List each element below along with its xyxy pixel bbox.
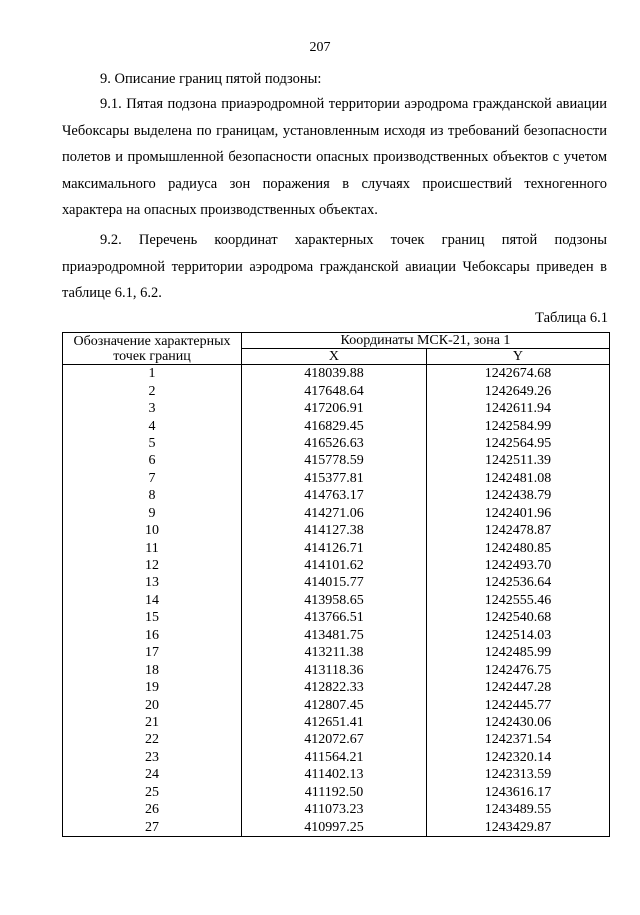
coord-y: 1242438.79 [426,487,609,504]
coord-y: 1242478.87 [426,522,609,539]
table-row [63,400,610,417]
coord-x: 418039.88 [241,365,426,383]
coord-x: 412072.67 [241,731,426,748]
point-number: 3 [63,400,242,417]
point-number: 1 [63,365,242,383]
table-row [63,644,610,661]
coord-y: 1242555.46 [426,592,609,609]
table-row [63,382,610,399]
table-row [63,609,610,626]
coord-x: 416526.63 [241,435,426,452]
coord-x: 414101.62 [241,557,426,574]
point-number: 25 [63,784,242,801]
point-number: 17 [63,644,242,661]
coord-x: 414126.71 [241,539,426,556]
coord-x: 414127.38 [241,522,426,539]
coord-x: 414015.77 [241,574,426,591]
paragraph-9-1 [62,91,607,224]
point-number: 9 [63,505,242,522]
table-row [63,435,610,452]
table-row [63,627,610,644]
table-row [63,452,610,469]
point-number: 8 [63,487,242,504]
coord-y: 1242401.96 [426,505,609,522]
table-row [63,679,610,696]
coord-y: 1242584.99 [426,417,609,434]
page-number: 207 [309,40,331,55]
coord-y: 1242649.26 [426,382,609,399]
coord-x: 411402.13 [241,766,426,783]
coord-y: 1243429.87 [426,818,609,836]
table-row [63,574,610,591]
table-row [63,661,610,678]
point-number: 2 [63,382,242,399]
coord-x: 412822.33 [241,679,426,696]
coord-x: 417206.91 [241,400,426,417]
table-row [63,784,610,801]
coord-x: 412807.45 [241,696,426,713]
coord-y: 1242536.64 [426,574,609,591]
coord-x: 413766.51 [241,609,426,626]
coord-y: 1242674.68 [426,365,609,383]
coord-y: 1242540.68 [426,609,609,626]
table-row [63,801,610,818]
table-row [63,522,610,539]
coord-y: 1243616.17 [426,784,609,801]
coord-y: 1242476.75 [426,661,609,678]
coord-x: 411564.21 [241,749,426,766]
table-row [63,417,610,434]
section-title: 9. Описание границ пятой подзоны: [100,71,322,87]
coord-x: 413118.36 [241,661,426,678]
coord-y: 1242447.28 [426,679,609,696]
coord-y: 1242320.14 [426,749,609,766]
coord-x: 410997.25 [241,818,426,836]
table-label: Таблица 6.1 [535,310,608,326]
paragraph-9-2 [62,227,607,307]
coord-x: 415778.59 [241,452,426,469]
coord-x: 413211.38 [241,644,426,661]
point-number: 26 [63,801,242,818]
coord-x: 417648.64 [241,382,426,399]
header-x: X [241,349,426,365]
coord-x: 414271.06 [241,505,426,522]
table-body [63,365,610,837]
coord-x: 413958.65 [241,592,426,609]
coord-y: 1242514.03 [426,627,609,644]
table-row [63,731,610,748]
coord-y: 1242493.70 [426,557,609,574]
point-number: 13 [63,574,242,591]
coord-y: 1242485.99 [426,644,609,661]
coord-y: 1242511.39 [426,452,609,469]
table-row [63,749,610,766]
table-row [63,696,610,713]
coord-y: 1242481.08 [426,470,609,487]
coord-y: 1242611.94 [426,400,609,417]
table-row [63,470,610,487]
point-number: 7 [63,470,242,487]
coord-x: 416829.45 [241,417,426,434]
header-coordinates: Координаты МСК-21, зона 1 [241,333,609,349]
point-number: 15 [63,609,242,626]
point-number: 18 [63,661,242,678]
coord-x: 412651.41 [241,714,426,731]
table-row [63,487,610,504]
coord-y: 1243489.55 [426,801,609,818]
point-number: 10 [63,522,242,539]
point-number: 21 [63,714,242,731]
table-row [63,766,610,783]
coord-y: 1242445.77 [426,696,609,713]
coord-y: 1242430.06 [426,714,609,731]
point-number: 19 [63,679,242,696]
coord-x: 415377.81 [241,470,426,487]
table-row [63,365,610,383]
point-number: 14 [63,592,242,609]
coord-y: 1242313.59 [426,766,609,783]
point-number: 11 [63,539,242,556]
coord-y: 1242564.95 [426,435,609,452]
table-row [63,539,610,556]
point-number: 5 [63,435,242,452]
point-number: 27 [63,818,242,836]
point-number: 4 [63,417,242,434]
table-row [63,818,610,836]
point-number: 16 [63,627,242,644]
point-number: 24 [63,766,242,783]
header-points: Обозначение характерных точек границ [63,333,242,365]
coord-x: 411073.23 [241,801,426,818]
point-number: 22 [63,731,242,748]
point-number: 6 [63,452,242,469]
table-row [63,505,610,522]
paragraph-9-2-text: 9.2. Перечень координат характерных точек границ пятой подзоны приаэродромной территории аэродрома гражданской авиации Чебоксары приведен в таблице 6.1, 6.2. [62,232,607,301]
paragraph-9-1-text: 9.1. Пятая подзона приаэродромной территории аэродрома гражданской авиации Чебоксары выделена по границам, установленным исходя из требований безопасности полетов и промышленной безопасности опасных производственных объектов с учетом максимального радиуса зон поражения в случаях происшествий техногенного характера на опасных производственных объектах. [62,96,607,218]
coord-y: 1242480.85 [426,539,609,556]
table-row [63,592,610,609]
point-number: 23 [63,749,242,766]
table-row [63,714,610,731]
coord-x: 411192.50 [241,784,426,801]
coord-x: 414763.17 [241,487,426,504]
coord-x: 413481.75 [241,627,426,644]
table-row [63,557,610,574]
coord-y: 1242371.54 [426,731,609,748]
coordinates-table [62,332,610,837]
header-y: Y [426,349,609,365]
point-number: 20 [63,696,242,713]
point-number: 12 [63,557,242,574]
